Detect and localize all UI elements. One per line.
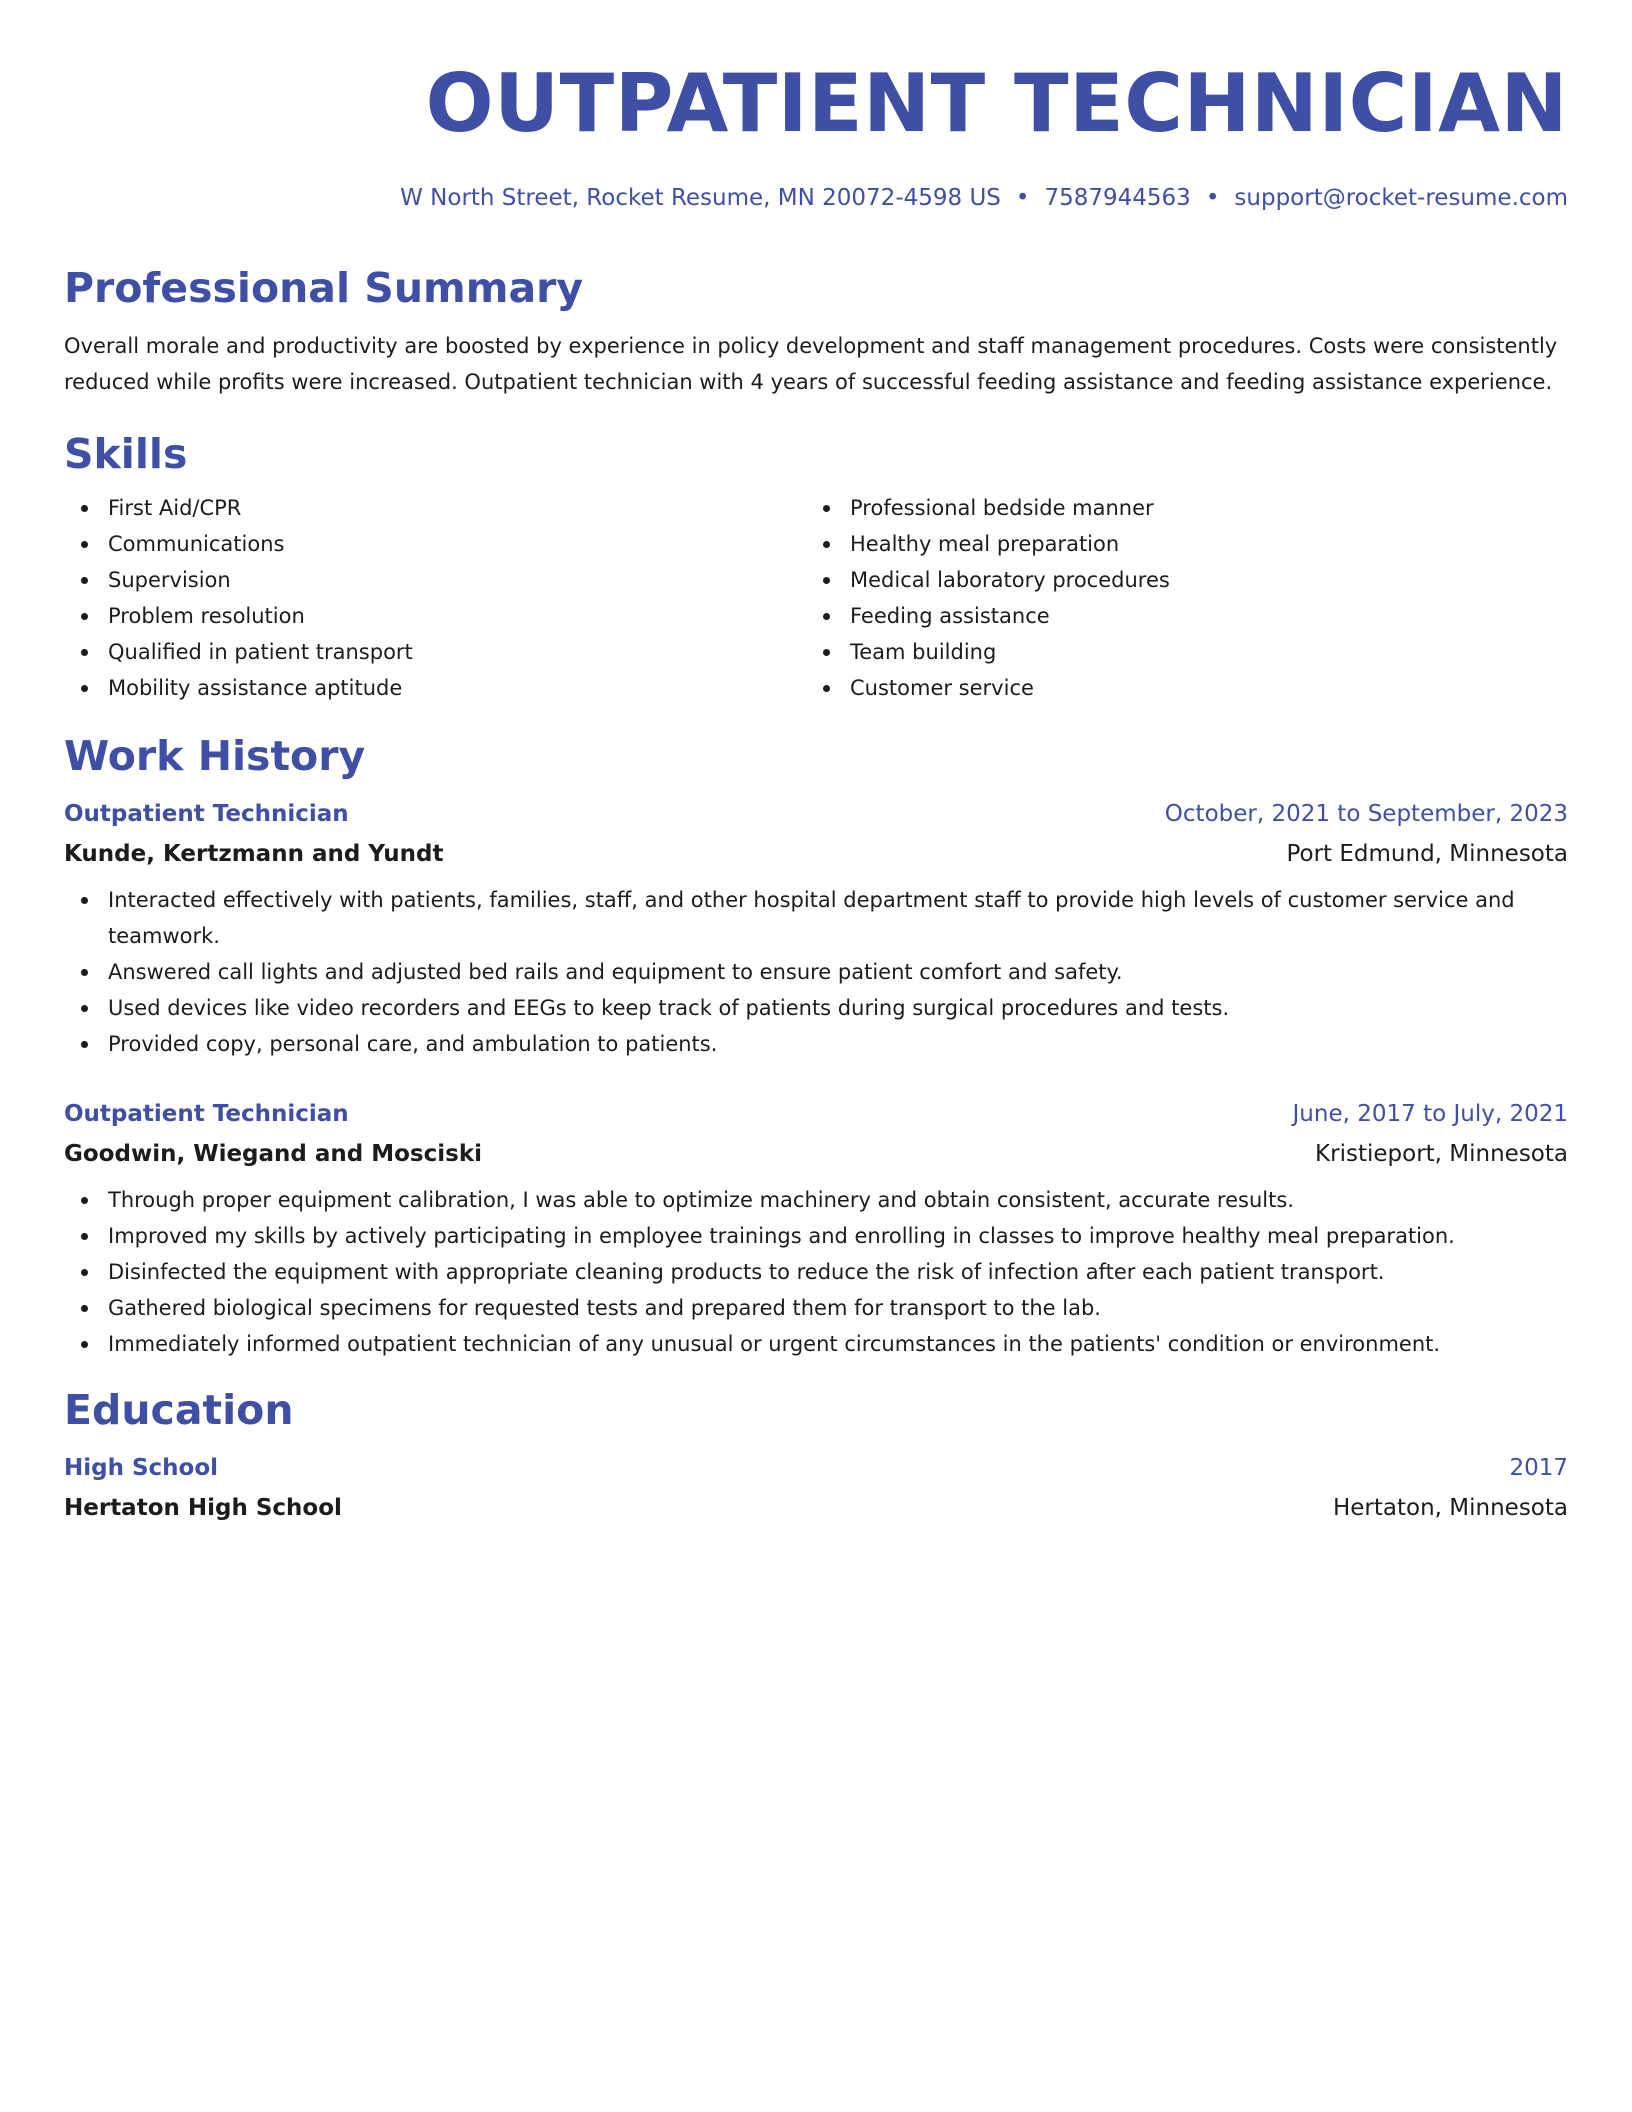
skill-item: Medical laboratory procedures	[806, 562, 1548, 598]
work-history-heading: Work History	[64, 732, 366, 780]
skill-item: Customer service	[806, 670, 1548, 706]
job-bullet: Disinfected the equipment with appropriate cleaning products to reduce the risk of infection after each patient transport.	[64, 1254, 1568, 1290]
job-dates: June, 2017 to July, 2021	[1292, 1101, 1568, 1127]
skill-item: Professional bedside manner	[806, 490, 1548, 526]
skill-item: Problem resolution	[64, 598, 806, 634]
candidate-name: OUTPATIENT TECHNICIAN	[425, 57, 1568, 150]
job-location: Port Edmund, Minnesota	[1286, 841, 1568, 867]
job-title: Outpatient Technician	[64, 1101, 349, 1127]
contact-address: W North Street, Rocket Resume, MN 20072-4598 US	[400, 185, 1001, 211]
education-entry	[64, 1448, 1568, 1528]
job-dates: October, 2021 to September, 2023	[1164, 801, 1568, 827]
summary-heading: Professional Summary	[64, 264, 584, 312]
contact-phone: 7587944563	[1044, 185, 1191, 211]
job-bullet: Interacted effectively with patients, families, staff, and other hospital department staff to provide high levels of customer service and teamwork.	[64, 882, 1568, 954]
job-bullet: Provided copy, personal care, and ambulation to patients.	[64, 1026, 1568, 1062]
job-bullet: Immediately informed outpatient technician of any unusual or urgent circumstances in the patients' condition or environment.	[64, 1326, 1568, 1362]
education-year: 2017	[1509, 1455, 1568, 1481]
skills-column-right	[806, 490, 1548, 706]
skills-list	[64, 490, 1568, 706]
job-bullet: Improved my skills by actively participating in employee trainings and enrolling in classes to improve healthy meal preparation.	[64, 1218, 1568, 1254]
education-degree: High School	[64, 1455, 219, 1481]
job-location: Kristieport, Minnesota	[1315, 1141, 1568, 1167]
education-heading: Education	[64, 1386, 294, 1434]
contact-email: support@rocket-resume.com	[1234, 185, 1568, 211]
skills-heading: Skills	[64, 430, 188, 478]
skill-item: Team building	[806, 634, 1548, 670]
contact-line	[64, 182, 1568, 214]
job-title: Outpatient Technician	[64, 801, 349, 827]
job-bullet: Through proper equipment calibration, I was able to optimize machinery and obtain consistent, accurate results.	[64, 1182, 1568, 1218]
education-school: Hertaton High School	[64, 1495, 342, 1521]
job-bullet: Gathered biological specimens for requested tests and prepared them for transport to the lab.	[64, 1290, 1568, 1326]
job-bullets	[64, 882, 1568, 1062]
skill-item: Feeding assistance	[806, 598, 1548, 634]
job-entry	[64, 794, 1568, 1062]
job-bullet: Used devices like video recorders and EEGs to keep track of patients during surgical procedures and tests.	[64, 990, 1568, 1026]
contact-separator: •	[1205, 185, 1220, 211]
job-company: Goodwin, Wiegand and Mosciski	[64, 1141, 483, 1167]
skill-item: Supervision	[64, 562, 806, 598]
education-location: Hertaton, Minnesota	[1332, 1495, 1568, 1521]
job-bullets	[64, 1182, 1568, 1362]
resume-page	[64, 0, 1568, 1528]
skill-item: Qualified in patient transport	[64, 634, 806, 670]
job-entry	[64, 1094, 1568, 1362]
job-company: Kunde, Kertzmann and Yundt	[64, 841, 444, 867]
skill-item: Mobility assistance aptitude	[64, 670, 806, 706]
contact-separator: •	[1015, 185, 1030, 211]
skill-item: First Aid/CPR	[64, 490, 806, 526]
summary-text: Overall morale and productivity are boosted by experience in policy development and staff management procedures. Costs were consistently reduced while profits were increased. Outpatient technician with 4 years of successful feeding assistance and feeding assistance experience.	[64, 334, 1558, 394]
job-bullet: Answered call lights and adjusted bed rails and equipment to ensure patient comfort and safety.	[64, 954, 1568, 990]
skill-item: Communications	[64, 526, 806, 562]
skills-column-left	[64, 490, 806, 706]
skill-item: Healthy meal preparation	[806, 526, 1548, 562]
